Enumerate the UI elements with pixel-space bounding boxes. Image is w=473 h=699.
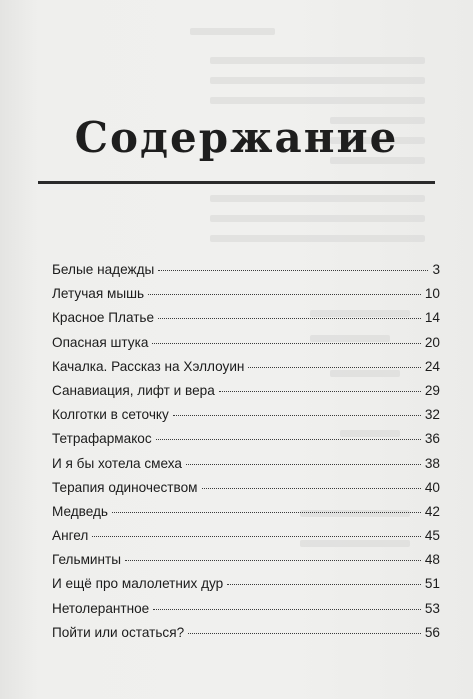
toc-entry — [52, 383, 440, 407]
toc-leader-dots — [153, 609, 421, 610]
toc-entry-title: Медведь — [52, 503, 109, 519]
toc-entry-page: 45 — [424, 528, 440, 544]
page-title — [0, 113, 473, 162]
toc-entry-page: 29 — [424, 382, 440, 398]
toc-leader-dots — [188, 633, 421, 634]
toc-leader-dots — [156, 439, 421, 440]
toc-entry-page: 56 — [424, 624, 440, 640]
table-of-contents — [52, 262, 440, 649]
toc-entry-page: 14 — [424, 310, 440, 326]
toc-entry-title: Нетолерантное — [52, 600, 150, 616]
toc-entry-page: 42 — [424, 503, 440, 519]
toc-entry-title: Гельминты — [52, 552, 122, 568]
toc-entry-title: И ещё про малолетних дур — [52, 576, 224, 592]
toc-entry — [52, 528, 440, 552]
toc-entry — [52, 480, 440, 504]
toc-leader-dots — [219, 391, 421, 392]
toc-entry-page: 10 — [424, 286, 440, 302]
toc-entry-title: Терапия одиночеством — [52, 479, 198, 495]
toc-entry — [52, 431, 440, 455]
toc-entry — [52, 625, 440, 649]
toc-entry — [52, 262, 440, 286]
page-title-text: Содержание — [74, 113, 399, 162]
toc-entry-title: Опасная штука — [52, 334, 149, 350]
toc-leader-dots — [125, 560, 421, 561]
toc-leader-dots — [92, 536, 421, 537]
toc-entry-title: Тетрафармакос — [52, 431, 152, 447]
toc-entry-page: 32 — [424, 407, 440, 423]
toc-entry-page: 48 — [424, 552, 440, 568]
toc-leader-dots — [152, 343, 420, 344]
toc-entry-title: Красное Платье — [52, 310, 155, 326]
toc-entry-page: 51 — [424, 576, 440, 592]
toc-entry — [52, 310, 440, 334]
toc-entry-page: 40 — [424, 479, 440, 495]
toc-entry-title: И я бы хотела смеха — [52, 455, 182, 471]
toc-entry — [52, 456, 440, 480]
title-divider — [38, 181, 435, 184]
toc-entry — [52, 335, 440, 359]
toc-entry — [52, 359, 440, 383]
toc-entry-page: 3 — [432, 262, 440, 277]
toc-entry — [52, 576, 440, 600]
toc-leader-dots — [173, 415, 421, 416]
toc-leader-dots — [186, 464, 421, 465]
toc-entry-page: 38 — [424, 455, 440, 471]
toc-entry-title: Колготки в сеточку — [52, 407, 169, 423]
toc-entry — [52, 286, 440, 310]
toc-entry — [52, 552, 440, 576]
toc-leader-dots — [227, 584, 421, 585]
toc-entry-title: Пойти или остаться? — [52, 624, 185, 640]
toc-leader-dots — [112, 512, 421, 513]
toc-entry-title: Летучая мышь — [52, 286, 145, 302]
toc-entry-page: 20 — [424, 334, 440, 350]
toc-entry-page: 24 — [424, 358, 440, 374]
toc-entry-title: Санавиация, лифт и вера — [52, 382, 215, 398]
toc-entry — [52, 407, 440, 431]
toc-entry-title: Белые надежды — [52, 262, 155, 277]
toc-leader-dots — [248, 367, 420, 368]
toc-leader-dots — [202, 488, 421, 489]
toc-entry-title: Ангел — [52, 528, 89, 544]
toc-entry-page: 36 — [424, 431, 440, 447]
toc-entry-title: Качалка. Рассказ на Хэллоуин — [52, 358, 245, 374]
toc-entry — [52, 504, 440, 528]
toc-entry-page: 53 — [424, 600, 440, 616]
toc-leader-dots — [148, 294, 421, 295]
toc-leader-dots — [158, 270, 428, 271]
toc-leader-dots — [158, 318, 421, 319]
toc-entry — [52, 601, 440, 625]
